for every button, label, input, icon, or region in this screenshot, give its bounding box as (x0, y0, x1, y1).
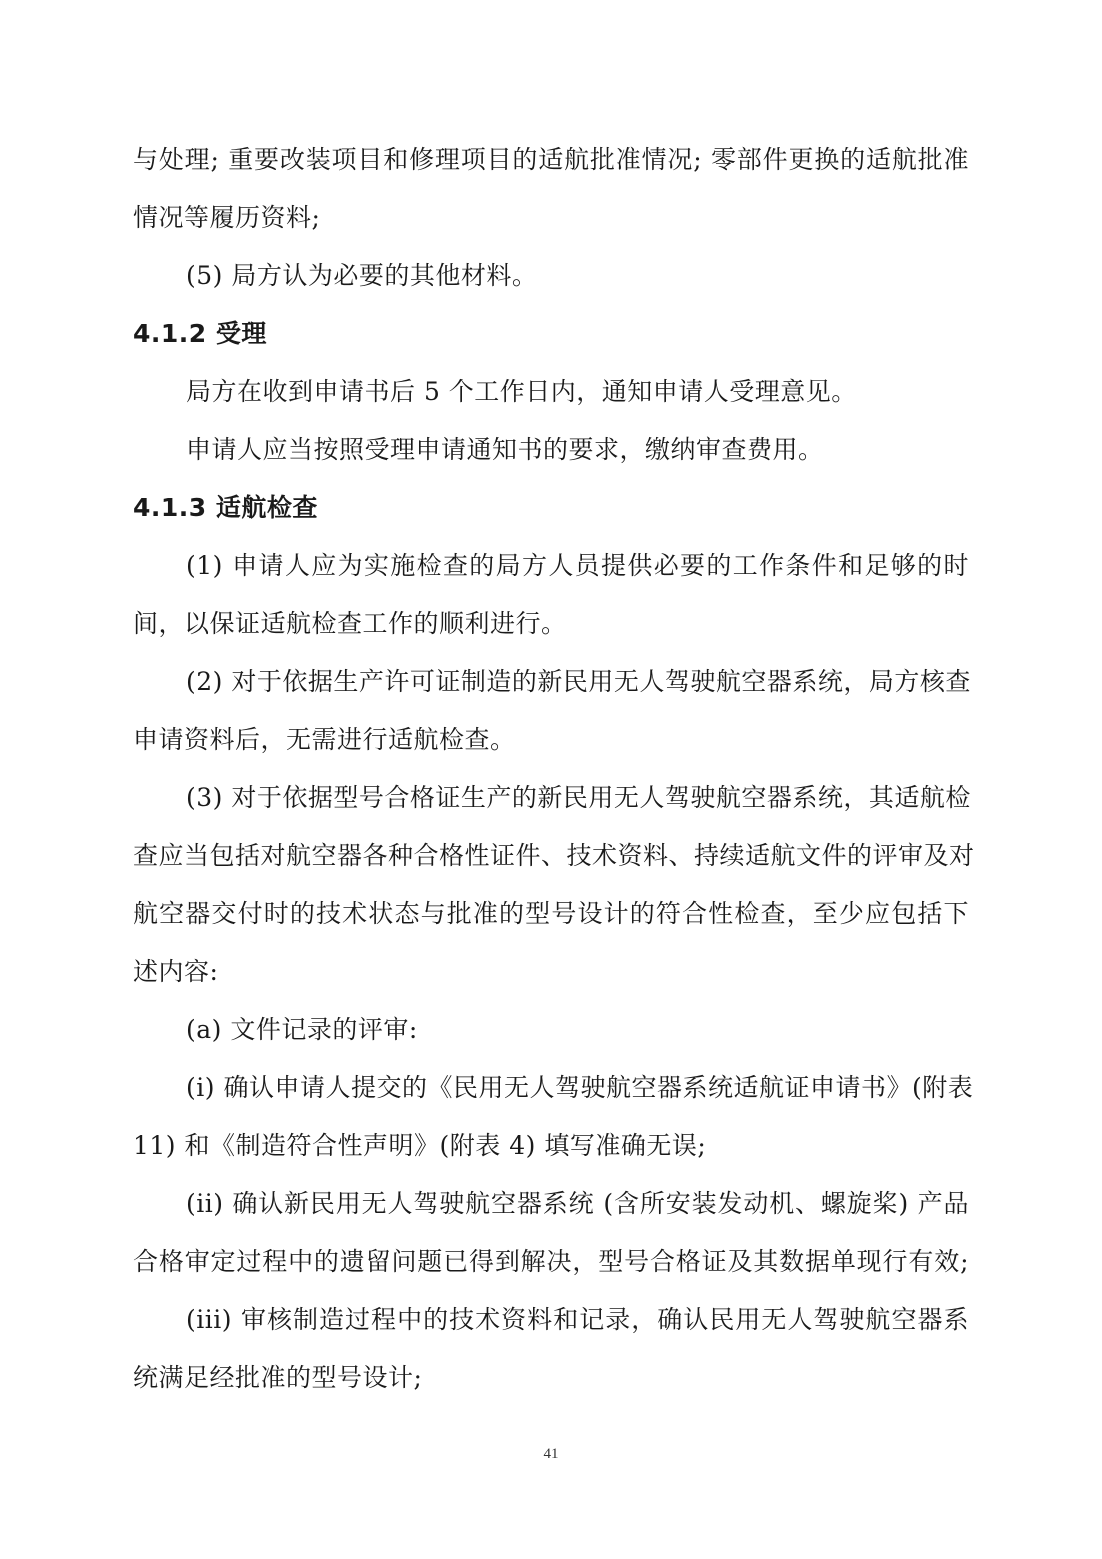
body-text-line: 与处理; 重要改装项目和修理项目的适航批准情况; 零部件更换的适航批准 (133, 145, 969, 174)
list-item-ii: (ii) 确认新民用无人驾驶航空器系统 (含所安装发动机、螺旋桨) 产品 (186, 1189, 969, 1218)
body-text-line: 间，以保证适航检查工作的顺利进行。 (133, 609, 567, 638)
body-text-line: 申请人应当按照受理申请通知书的要求，缴纳审查费用。 (186, 435, 824, 464)
page-number: 41 (543, 1446, 559, 1462)
body-text-line: 11) 和《制造符合性声明》(附表 4) 填写准确无误; (133, 1131, 707, 1160)
list-item-1: (1) 申请人应为实施检查的局方人员提供必要的工作条件和足够的时 (186, 551, 969, 580)
section-heading-4-1-2: 4.1.2 受理 (133, 319, 267, 348)
body-text-line: 情况等履历资料; (133, 203, 321, 232)
body-text-line: 局方在收到申请书后 5 个工作日内，通知申请人受理意见。 (186, 377, 857, 406)
body-text-line: 统满足经批准的型号设计; (133, 1363, 423, 1392)
section-heading-4-1-3: 4.1.3 适航检查 (133, 493, 318, 522)
body-text-line: 航空器交付时的技术状态与批准的型号设计的符合性检查，至少应包括下 (133, 899, 969, 928)
list-item-3: (3) 对于依据型号合格证生产的新民用无人驾驶航空器系统，其适航检 (186, 783, 971, 812)
body-text-line: 查应当包括对航空器各种合格性证件、技术资料、持续适航文件的评审及对 (133, 841, 975, 870)
body-text-line: 合格审定过程中的遗留问题已得到解决，型号合格证及其数据单现行有效; (133, 1247, 969, 1276)
body-text-line: 申请资料后，无需进行适航检查。 (133, 725, 516, 754)
list-item-2: (2) 对于依据生产许可证制造的新民用无人驾驶航空器系统，局方核查 (186, 667, 971, 696)
list-item-a: (a) 文件记录的评审: (186, 1015, 418, 1044)
list-item-iii: (iii) 审核制造过程中的技术资料和记录，确认民用无人驾驶航空器系 (186, 1305, 969, 1334)
body-text-line: 述内容: (133, 957, 219, 986)
list-item-5: (5) 局方认为必要的其他材料。 (186, 261, 538, 290)
list-item-i: (i) 确认申请人提交的《民用无人驾驶航空器系统适航证申请书》(附表 (186, 1073, 974, 1102)
